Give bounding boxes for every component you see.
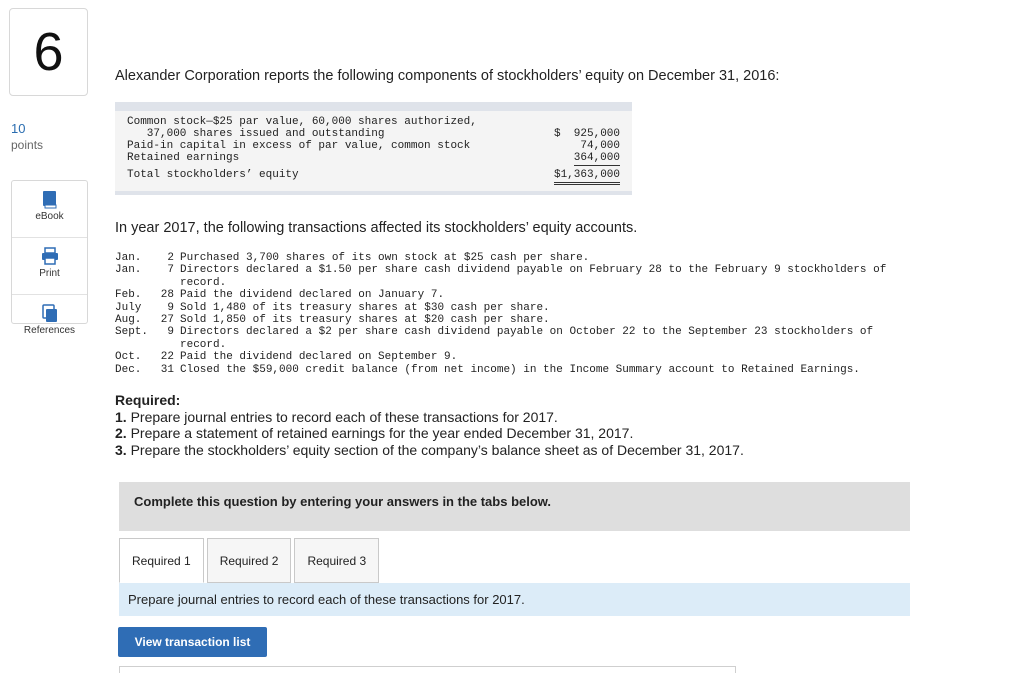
required-item-text: Prepare the stockholders’ equity section of the company’s balance sheet as of December 31, 2017. xyxy=(130,441,744,458)
required-item-text: Prepare a statement of retained earnings for the year ended December 31, 2017. xyxy=(130,425,634,441)
points-value: 10 xyxy=(11,121,26,136)
transaction-text: Purchased 3,700 shares of its own stock at $25 cash per share. xyxy=(180,252,590,264)
transaction-text: Sold 1,850 of its treasury shares at $20 cash per share. xyxy=(180,314,550,327)
equity-desc: Total stockholders’ equity xyxy=(127,169,299,181)
equity-amount: 364,000 xyxy=(573,152,620,164)
question-number: 6 xyxy=(9,8,88,96)
transaction-day: 27 xyxy=(160,314,174,327)
required-item-num: 2. xyxy=(115,425,127,441)
book-icon xyxy=(42,190,58,209)
equity-row xyxy=(127,152,620,165)
transaction-row xyxy=(115,351,975,363)
required-item-num: 3. xyxy=(115,441,127,458)
ebook-label: eBook xyxy=(35,211,64,222)
answer-area-edge xyxy=(119,666,736,673)
equity-table xyxy=(115,102,632,195)
equity-amount: 74,000 xyxy=(580,140,620,152)
equity-total-row xyxy=(127,169,620,182)
transaction-text: Paid the dividend declared on January 7. xyxy=(180,289,445,302)
printer-icon xyxy=(41,247,59,266)
transaction-row xyxy=(115,264,975,289)
equity-desc: Retained earnings xyxy=(127,152,240,164)
transaction-month: July xyxy=(115,301,142,314)
complete-question-banner: Complete this question by entering your answers in the tabs below. xyxy=(119,482,910,531)
transaction-month: Jan. xyxy=(115,264,142,277)
transaction-text-cont: record. xyxy=(180,276,227,289)
points-block xyxy=(11,121,43,153)
equity-desc: 37,000 shares issued and outstanding xyxy=(127,128,385,140)
intro-text: Alexander Corporation reports the following components of stockholders’ equity on December 31, 2016: xyxy=(115,68,780,84)
transaction-text: Paid the dividend declared on September 9. xyxy=(180,351,458,364)
transaction-row xyxy=(115,314,975,326)
transaction-month: Oct. xyxy=(115,351,142,364)
transaction-text xyxy=(180,264,975,289)
required-item-num: 1. xyxy=(115,408,127,425)
transaction-text-cont: record. xyxy=(180,338,227,351)
print-label: Print xyxy=(39,268,60,279)
transaction-row xyxy=(115,326,975,351)
transaction-day: 22 xyxy=(160,351,174,364)
transaction-day: 7 xyxy=(167,264,174,277)
equity-total-amount: $1,363,000 xyxy=(554,169,620,185)
references-button[interactable] xyxy=(12,295,87,353)
transaction-day: 31 xyxy=(160,363,174,376)
references-label: References xyxy=(23,325,76,336)
required-section xyxy=(115,392,744,458)
transaction-text-main: Directors declared a $1.50 per share cash dividend payable on February 28 to the February 9 stockholders of xyxy=(180,264,887,277)
tab-required-3[interactable]: Required 3 xyxy=(294,538,379,583)
transaction-month: Feb. xyxy=(115,289,142,302)
transaction-day: 28 xyxy=(160,289,174,302)
transaction-day: 9 xyxy=(167,301,174,314)
transaction-text: Sold 1,480 of its treasury shares at $30 cash per share. xyxy=(180,301,550,314)
transactions-list xyxy=(115,252,975,376)
ebook-button[interactable] xyxy=(12,181,87,238)
transaction-month: Sept. xyxy=(115,326,149,339)
required-item xyxy=(115,425,744,442)
equity-amount: $ 925,000 xyxy=(553,128,620,140)
transaction-row xyxy=(115,289,975,301)
year-intro-text: In year 2017, the following transactions affected its stockholders’ equity accounts. xyxy=(115,220,638,236)
side-tools-panel xyxy=(11,180,88,336)
transaction-day: 9 xyxy=(167,326,174,339)
required-item xyxy=(115,409,744,426)
references-icon xyxy=(41,304,59,323)
transaction-month: Dec. xyxy=(115,363,142,376)
required-heading: Required: xyxy=(115,392,181,408)
transaction-row xyxy=(115,364,975,376)
required-item-text: Prepare journal entries to record each of these transactions for 2017. xyxy=(130,408,558,425)
equity-desc: Common stock—$25 par value, 60,000 shares authorized, xyxy=(127,116,477,128)
transaction-month: Aug. xyxy=(115,314,142,327)
points-label: points xyxy=(11,138,44,152)
required-item xyxy=(115,442,744,459)
transaction-text-main: Directors declared a $2 per share cash dividend payable on October 22 to the September 23 stockholders of xyxy=(180,326,874,339)
transaction-text xyxy=(180,326,975,351)
equity-desc: Paid-in capital in excess of par value, common stock xyxy=(127,140,471,152)
tab-instruction: Prepare journal entries to record each of these transactions for 2017. xyxy=(119,583,910,616)
transaction-day: 2 xyxy=(167,252,174,264)
transaction-row xyxy=(115,252,975,264)
transaction-month: Jan. xyxy=(115,252,142,264)
tab-required-2[interactable]: Required 2 xyxy=(207,538,292,583)
transaction-text: Closed the $59,000 credit balance (from net income) in the Income Summary account to Retained Earnings. xyxy=(180,363,860,376)
required-tabs xyxy=(119,538,382,583)
print-button[interactable] xyxy=(12,238,87,295)
transaction-row xyxy=(115,302,975,314)
tab-required-1[interactable]: Required 1 xyxy=(119,538,204,583)
view-transaction-list-button[interactable]: View transaction list xyxy=(118,627,267,657)
